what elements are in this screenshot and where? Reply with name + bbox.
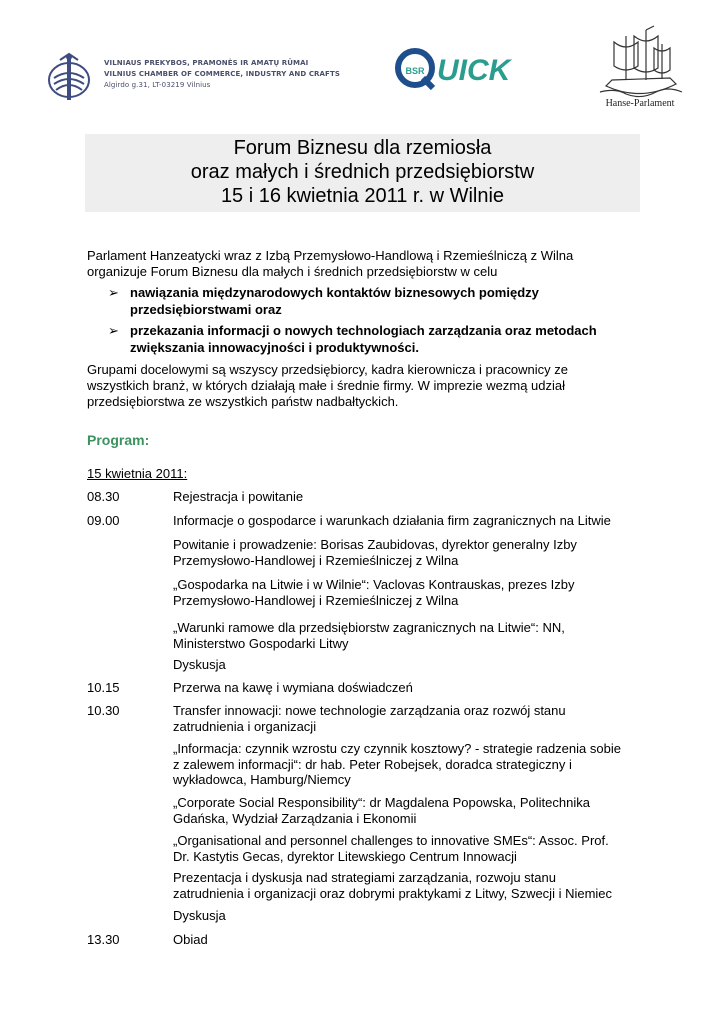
page-header <box>0 0 725 130</box>
schedule-time: 09.00 <box>87 513 120 528</box>
schedule-time: 10.30 <box>87 703 120 718</box>
chamber-name-lt: VILNIAUS PREKYBOS, PRAMONĖS IR AMATŲ RŪMAI <box>104 59 309 67</box>
schedule-description: Przerwa na kawę i wymiana doświadczeń <box>173 680 413 695</box>
schedule-description: z zalewem informacji“: dr hab. Peter Robejsek, doradca strategiczny i <box>173 756 572 772</box>
schedule-description: Przemysłowo-Handlowej i Rzemieślniczej z Wilna <box>173 592 459 608</box>
schedule-description: wykładowca, Hamburg/Niemcy <box>173 772 351 787</box>
schedule-description: Dyskusja <box>173 908 226 923</box>
bullet-line: przedsiębiorstwami oraz <box>130 302 282 317</box>
chamber-name-block <box>104 58 340 91</box>
chamber-address: Algirdo g.31, LT-03219 Vilnius <box>104 81 211 89</box>
schedule-description: Dyskusja <box>173 657 226 672</box>
schedule-description: Rejestracja i powitanie <box>173 489 304 504</box>
schedule-description: „Corporate Social Responsibility“: dr Magdalena Popowska, Politechnika <box>173 795 590 810</box>
schedule-description: Informacje o gospodarce i warunkach działania firm zagranicznych na Litwie <box>173 513 611 528</box>
arrow-bullet-icon: ➢ <box>108 323 119 338</box>
schedule-description: Ministerstwo Gospodarki Litwy <box>173 635 349 651</box>
bullet-line: zwiększania innowacyjności i produktywności. <box>130 340 419 355</box>
arrow-bullet-icon: ➢ <box>108 285 119 300</box>
schedule-description: Prezentacja i dyskusja nad strategiami zarządzania, rozwoju stanu <box>173 870 556 885</box>
schedule-description: Dr. Kastytis Gecas, dyrektor Litewskiego Centrum Innowacji <box>173 848 517 864</box>
schedule-description: „Organisational and personnel challenges to innovative SMEs“: Assoc. Prof. <box>173 833 609 848</box>
target-line: wszystkich branż, w których działają małe i średnie firmy. W imprezie wezmą udział <box>87 378 566 393</box>
day-label: 15 kwietnia 2011: <box>87 466 188 481</box>
intro-line: Parlament Hanzeatycki wraz z Izbą Przemysłowo-Handlową i Rzemieślniczą z Wilna <box>87 248 574 263</box>
target-line: Grupami docelowymi są wszyscy przedsiębiorcy, kadra kierownicza i pracownicy ze <box>87 362 568 377</box>
schedule-description: „Warunki ramowe dla przedsiębiorstw zagranicznych na Litwie“: NN, <box>173 620 565 635</box>
schedule-description: „Informacja: czynnik wzrostu czy czynnik kosztowy? - strategie radzenia sobie <box>173 741 621 756</box>
chamber-emblem-icon <box>46 52 92 102</box>
schedule-description: „Gospodarka na Litwie i w Wilnie“: Vaclovas Kontrauskas, prezes Izby <box>173 577 575 592</box>
title-line: oraz małych i średnich przedsiębiorstw <box>190 161 535 183</box>
intro-line: organizuje Forum Biznesu dla małych i średnich przedsiębiorstw w celu <box>87 264 498 279</box>
hanse-parlament-caption: Hanse-Parlament <box>605 98 675 109</box>
schedule-description: Przemysłowo-Handlowej i Rzemieślniczej z Wilna <box>173 552 459 568</box>
schedule-description: Obiad <box>173 932 208 947</box>
chamber-name-en: VILNIUS CHAMBER OF COMMERCE, INDUSTRY AND CRAFTS <box>104 70 340 78</box>
schedule-description: Gdańska, Wydział Zarządzania i Ekonomii <box>173 810 417 826</box>
schedule-description: Transfer innowacji: nowe technologie zarządzania oraz rozwój stanu <box>173 703 566 718</box>
bullet-line: nawiązania międzynarodowych kontaktów biznesowych pomiędzy <box>130 285 539 300</box>
bullet-line: przekazania informacji o nowych technologiach zarządzania oraz metodach <box>130 323 597 338</box>
schedule-description: Powitanie i prowadzenie: Borisas Zaubidovas, dyrektor generalny Izby <box>173 537 577 552</box>
schedule-time: 08.30 <box>87 489 120 504</box>
schedule-time: 10.15 <box>87 680 120 695</box>
schedule-description: zatrudnienia i organizacji <box>173 718 317 734</box>
target-line: przedsiębiorstwa ze wszystkich państw nadbałtyckich. <box>87 394 399 409</box>
title-line: Forum Biznesu dla rzemiosła <box>233 137 492 159</box>
quick-bsr-logo <box>393 42 513 90</box>
quick-bsr-text: BSR <box>405 66 425 76</box>
schedule-time: 13.30 <box>87 932 120 947</box>
document-title <box>85 134 640 212</box>
program-heading: Program: <box>87 432 150 448</box>
quick-brand-text: UICK <box>437 54 511 87</box>
hanse-ship-emblem-icon <box>596 22 686 110</box>
schedule-description: zatrudnienia i organizacji oraz dobrymi praktykami z Litwy, Szwecji i Niemiec <box>173 885 613 901</box>
title-line: 15 i 16 kwietnia 2011 r. w Wilnie <box>220 185 505 207</box>
